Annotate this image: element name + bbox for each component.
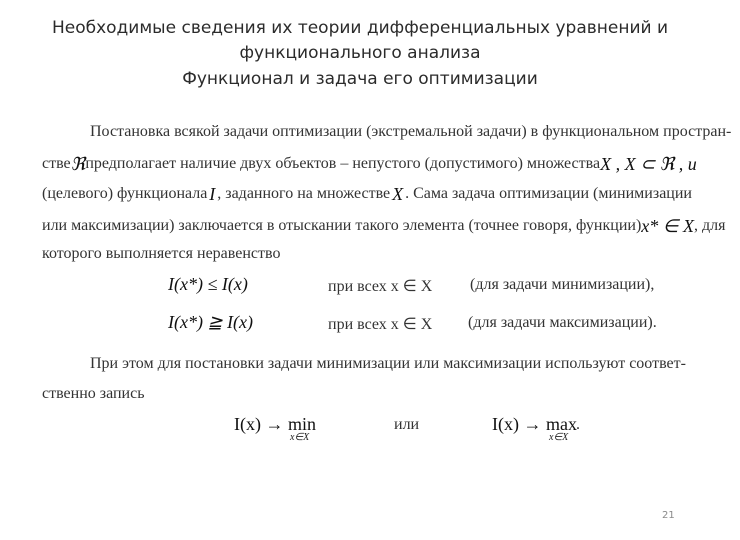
inequality-min-condition: при всех x ∈ X: [328, 278, 433, 295]
para1-l3-text-b: , заданного на множестве: [217, 185, 391, 202]
inequality-min-note: (для задачи минимизации),: [470, 276, 655, 293]
para2-line-2: ственно запись: [42, 385, 145, 402]
para1-l3-text-c: . Сама задача оптимизации (минимизации: [405, 185, 692, 202]
slide-heading: [0, 16, 720, 92]
heading-line-1: Необходимые сведения их теории дифференциальных уравнений и: [51, 18, 669, 38]
min-subscript: x∈X: [290, 432, 310, 443]
para1-l4-text: или максимизации) заключается в отыскании такого элемента (точнее говоря, функции): [42, 217, 642, 234]
para1-line-3: [42, 184, 692, 204]
heading-line-2: функционального анализа: [239, 43, 481, 63]
para1-line-5: которого выполняется неравенство: [42, 245, 281, 262]
max-notation: I(x) → max: [492, 414, 577, 434]
para1-l2-word: стве: [42, 155, 71, 172]
para1-line-1: Постановка всякой задачи оптимизации (экстремальной задачи) в функциональном простран-: [90, 123, 732, 140]
inequality-max-note: (для задачи максимизации).: [468, 314, 657, 331]
set-x-expression: X , X ⊂ ℜ , и: [600, 154, 697, 174]
heading-line-3: Функционал и задача его оптимизации: [182, 69, 538, 89]
para1-l4-end: , для: [693, 217, 726, 234]
space-symbol: ℜ: [70, 154, 86, 174]
element-x-star: x* ∈ X: [641, 216, 694, 236]
page-number: 21: [662, 510, 675, 521]
para1-line-2: [42, 154, 697, 174]
inequality-min-formula: I(x*) ≤ I(x): [168, 274, 248, 294]
max-dot: .: [576, 416, 580, 433]
inequality-max-condition: при всех x ∈ X: [328, 316, 433, 333]
min-notation: I(x) → min: [234, 414, 316, 434]
inequality-max-formula: I(x*) ≧ I(x): [168, 312, 254, 332]
para1-l3-text-a: (целевого) функционала: [42, 185, 208, 202]
para1-line-4: [42, 216, 726, 236]
max-subscript: x∈X: [549, 432, 569, 443]
functional-i: I: [209, 184, 216, 204]
para1-l2-text: предполагает наличие двух объектов – непустого (допустимого) множества: [85, 155, 601, 172]
para2-line-1: При этом для постановки задачи минимизации или максимизации используют соответ-: [90, 355, 686, 372]
or-word: или: [394, 416, 420, 433]
set-x: X: [392, 184, 404, 204]
